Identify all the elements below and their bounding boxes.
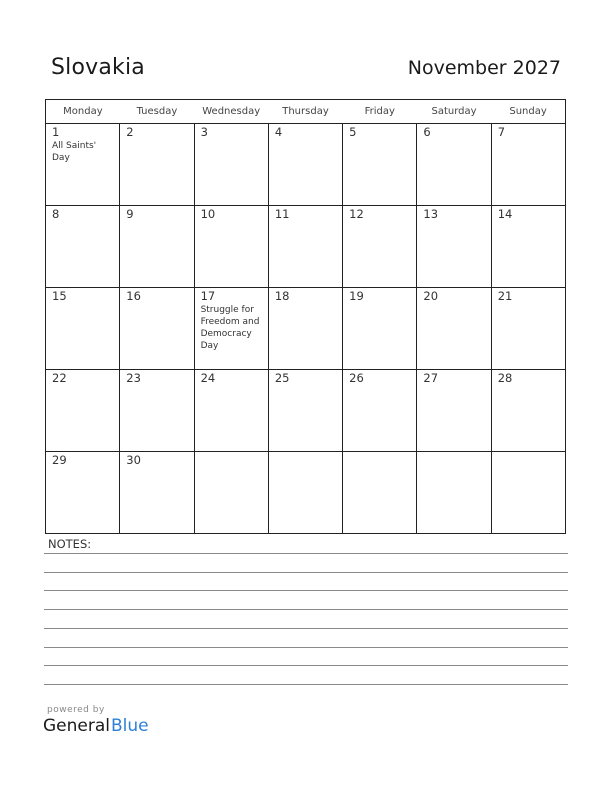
day-cell[interactable] (46, 206, 120, 288)
day-number: 12 (349, 207, 364, 221)
day-cell[interactable] (268, 288, 342, 370)
day-cell[interactable] (120, 288, 194, 370)
day-cell[interactable] (417, 288, 491, 370)
day-number: 8 (52, 207, 60, 221)
day-cell[interactable] (268, 452, 342, 534)
weekday-tuesday: Tuesday (120, 100, 194, 124)
calendar-grid (45, 99, 566, 534)
day-cell[interactable] (343, 124, 417, 206)
day-number: 23 (126, 371, 141, 385)
note-line[interactable] (44, 572, 568, 573)
day-cell[interactable] (417, 124, 491, 206)
day-cell[interactable] (120, 206, 194, 288)
week-row (46, 288, 566, 370)
day-cell[interactable] (46, 288, 120, 370)
day-cell[interactable] (268, 370, 342, 452)
day-cell[interactable] (194, 370, 268, 452)
day-number: 18 (274, 289, 290, 303)
day-cell[interactable] (268, 206, 342, 288)
day-cell[interactable] (343, 206, 417, 288)
day-number: 22 (52, 371, 67, 385)
note-line[interactable] (44, 590, 568, 591)
weekday-header-row (46, 100, 566, 124)
day-cell[interactable] (268, 124, 342, 206)
brand-general: General (43, 716, 110, 736)
day-number: 3 (200, 125, 208, 139)
day-cell[interactable] (120, 452, 194, 534)
day-cell[interactable] (491, 206, 565, 288)
day-number: 29 (52, 453, 67, 467)
day-number: 19 (349, 289, 364, 303)
day-cell[interactable] (194, 288, 268, 370)
day-number: 27 (423, 371, 439, 385)
day-number: 17 (200, 289, 216, 303)
day-cell[interactable] (491, 370, 565, 452)
day-number: 28 (497, 371, 513, 385)
week-row (46, 124, 566, 206)
day-cell[interactable] (417, 452, 491, 534)
note-line[interactable] (44, 609, 568, 610)
day-number: 10 (200, 207, 216, 221)
brand-blue: Blue (111, 716, 149, 736)
day-number: 4 (274, 125, 283, 139)
week-row (46, 206, 566, 288)
day-number: 9 (126, 207, 134, 221)
day-number: 26 (349, 371, 364, 385)
month-year-title: November 2027 (407, 57, 561, 79)
holiday-label: All Saints' Day (52, 141, 97, 163)
day-cell[interactable] (120, 370, 194, 452)
day-cell[interactable] (194, 206, 268, 288)
day-number: 13 (423, 207, 439, 221)
day-number: 25 (274, 371, 290, 385)
weekday-wednesday: Wednesday (194, 100, 268, 124)
note-line[interactable] (44, 628, 568, 629)
day-cell[interactable] (194, 452, 268, 534)
country-title: Slovakia (51, 55, 145, 80)
day-cell[interactable] (417, 370, 491, 452)
generalblue-logo (43, 716, 149, 736)
day-number: 5 (349, 125, 357, 139)
day-cell[interactable] (343, 370, 417, 452)
note-line[interactable] (44, 665, 568, 666)
day-number: 11 (274, 207, 290, 221)
day-number: 16 (126, 289, 141, 303)
day-cell[interactable] (491, 452, 565, 534)
day-number: 21 (497, 289, 513, 303)
day-cell[interactable] (194, 124, 268, 206)
day-number: 7 (497, 125, 506, 139)
week-row (46, 370, 566, 452)
day-cell[interactable] (491, 288, 565, 370)
weekday-saturday: Saturday (417, 100, 491, 124)
day-number: 14 (497, 207, 513, 221)
day-number: 15 (52, 289, 67, 303)
day-cell[interactable] (417, 206, 491, 288)
weekday-friday: Friday (343, 100, 417, 124)
weekday-thursday: Thursday (268, 100, 342, 124)
notes-label: NOTES: (48, 537, 92, 551)
day-number: 6 (423, 125, 431, 139)
day-number: 20 (423, 289, 439, 303)
day-number: 24 (200, 371, 216, 385)
day-cell[interactable] (46, 370, 120, 452)
note-line[interactable] (44, 647, 568, 648)
week-row (46, 452, 566, 534)
day-cell[interactable] (46, 124, 120, 206)
weekday-monday: Monday (46, 100, 120, 124)
note-line[interactable] (44, 684, 568, 685)
day-cell[interactable] (343, 288, 417, 370)
day-cell[interactable] (491, 124, 565, 206)
day-number: 30 (126, 453, 141, 467)
day-cell[interactable] (120, 124, 194, 206)
day-cell[interactable] (46, 452, 120, 534)
weekday-sunday: Sunday (491, 100, 565, 124)
holiday-label: Struggle for Freedom and Democracy Day (200, 305, 260, 351)
day-number: 2 (126, 125, 134, 139)
day-number: 1 (52, 125, 60, 139)
note-line[interactable] (44, 553, 568, 554)
day-cell[interactable] (343, 452, 417, 534)
powered-by-text: powered by (47, 705, 105, 715)
